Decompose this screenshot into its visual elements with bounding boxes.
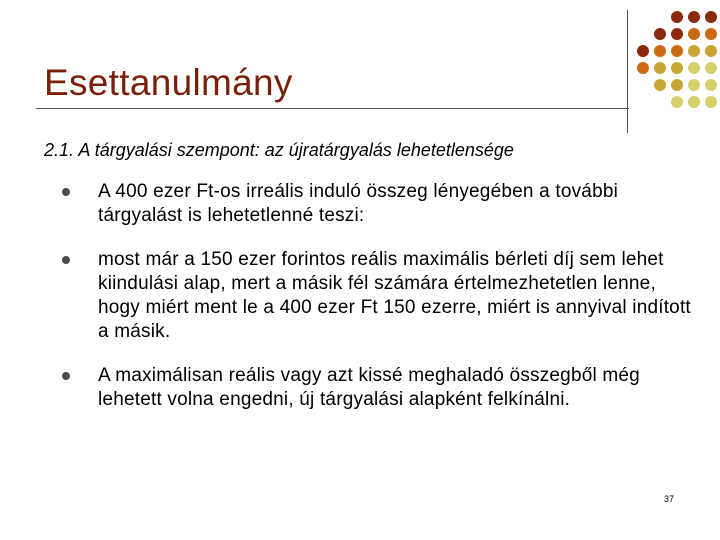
decorative-dot	[654, 45, 666, 57]
slide-title: Esettanulmány	[44, 62, 293, 103]
bullet-dot-icon	[62, 188, 70, 196]
decorative-dot	[688, 79, 700, 91]
decorative-dot	[637, 62, 649, 74]
page-number: 37	[664, 494, 675, 504]
bullet-dot-icon	[62, 256, 70, 264]
decorative-dot	[637, 45, 649, 57]
decorative-dot	[654, 62, 666, 74]
decorative-dot	[705, 79, 717, 91]
decorative-dot	[705, 62, 717, 74]
bullet-text: A 400 ezer Ft-os irreális induló összeg lényegében a további tárgyalást is lehetetlenné teszi:	[98, 181, 619, 226]
decorative-dot-grid	[637, 11, 717, 116]
decorative-dot	[705, 11, 717, 23]
decorative-dot	[705, 45, 717, 57]
decorative-dot	[671, 11, 683, 23]
decorative-dot	[671, 96, 683, 108]
decorative-dot	[688, 62, 700, 74]
bullet-text: A maximálisan reális vagy azt kissé meghaladó összegből még lehetett volna engedni, új tárgyalási alapként felkínálni.	[98, 365, 640, 410]
decorative-dot	[688, 11, 700, 23]
decorative-dot	[688, 96, 700, 108]
decorative-dot	[654, 79, 666, 91]
title-divider	[36, 108, 629, 109]
slide-subtitle: 2.1. A tárgyalási szempont: az újratárgyalás lehetetlensége	[44, 140, 514, 160]
decorative-dot	[705, 96, 717, 108]
decorative-dot	[688, 45, 700, 57]
bullet-list	[62, 180, 692, 432]
bullet-item	[62, 248, 692, 344]
decorative-dot	[654, 28, 666, 40]
bullet-text: most már a 150 ezer forintos reális maximális bérleti díj sem lehet kiindulási alap, mert a másik fél számára értelmezhetetlen lenne, hogy miért ment le a 400 ezer Ft 150 ezerre, miért is annyival indított a másik.	[98, 249, 691, 342]
decorative-dot	[688, 28, 700, 40]
bullet-item	[62, 180, 692, 228]
bullet-item	[62, 364, 692, 412]
bullet-dot-icon	[62, 372, 70, 380]
decorative-dot	[705, 28, 717, 40]
decorative-dot	[671, 28, 683, 40]
decorative-dot	[671, 79, 683, 91]
vertical-divider	[627, 10, 628, 133]
decorative-dot	[671, 45, 683, 57]
decorative-dot	[671, 62, 683, 74]
